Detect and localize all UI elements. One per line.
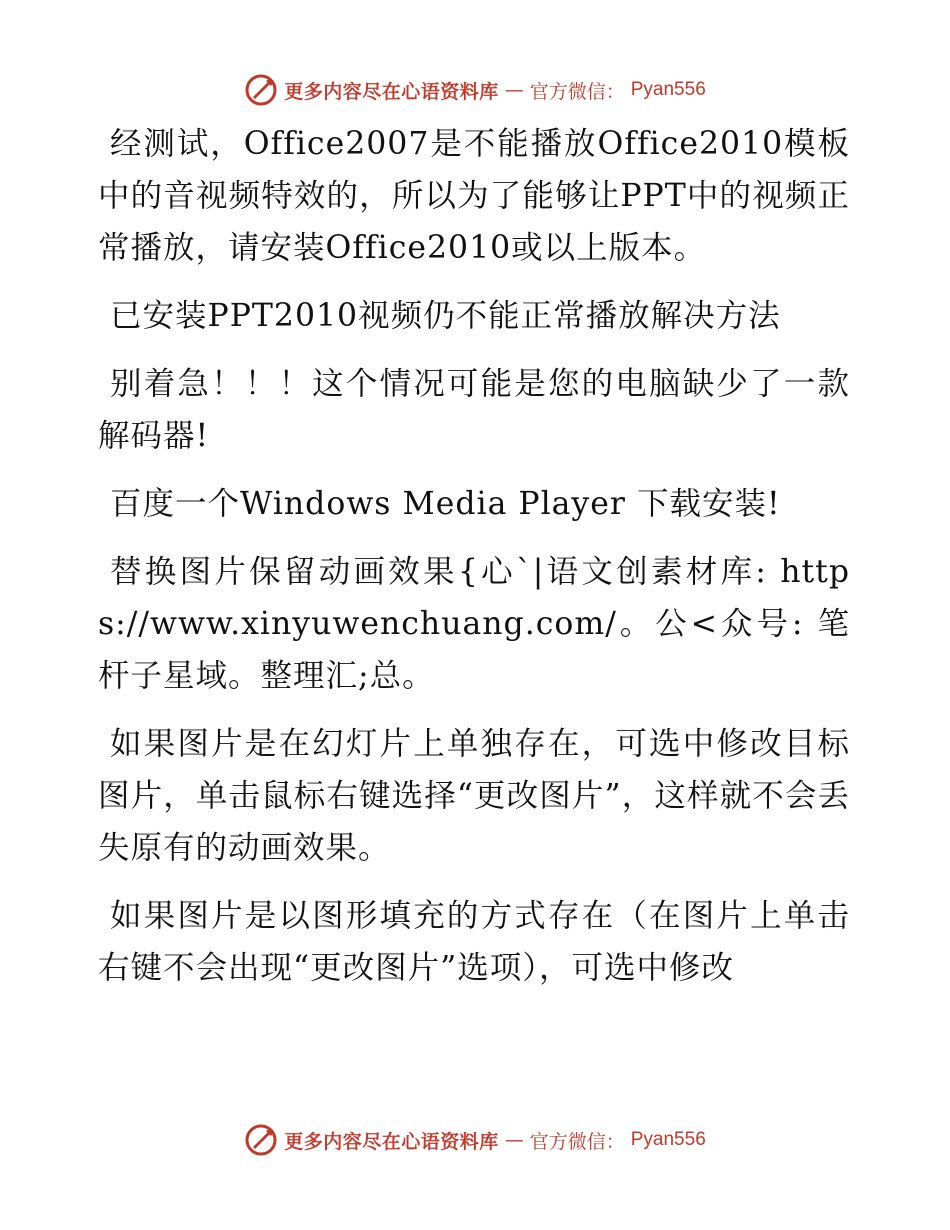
footer-wechat-label: 官方微信： <box>529 1130 625 1153</box>
header-banner-text: 更多内容尽在心语资料库 <box>284 80 499 103</box>
document-body <box>98 118 850 1010</box>
footer-banner-text: 更多内容尽在心语资料库 <box>284 1130 499 1153</box>
paragraph-standalone-image: 如果图片是在幻灯片上单独存在，可选中修改目标图片，单击鼠标右键选择“更改图片”，这样就不会丢失原有的动画效果。 <box>98 726 850 866</box>
paragraph-decoder: 别着急！！！这个情况可能是您的电脑缺少了一款解码器! <box>98 366 850 454</box>
header-wechat-label: 官方微信： <box>529 80 625 103</box>
paragraph-office-compat: 经测试，Office2007是不能播放Office2010模板中的音视频特效的，所以为了能够让PPT中的视频正常播放，请安装Office2010或以上版本。 <box>98 126 850 266</box>
footer-wechat-id: Pyan556 <box>630 1129 706 1150</box>
header-banner-dash: — <box>504 79 524 101</box>
header-banner <box>0 70 950 110</box>
paragraph-fix-heading: 已安装PPT2010视频仍不能正常播放解决方法 <box>110 298 781 334</box>
paragraph-wmp: 百度一个Windows Media Player 下载安装! <box>110 486 781 522</box>
footer-banner <box>0 1120 950 1160</box>
footer-banner-inner <box>244 1123 706 1157</box>
paragraph-fill-image: 如果图片是以图形填充的方式存在（在图片上单击右键不会出现“更改图片”选项），可选中修改 <box>98 898 850 986</box>
paragraph-replace-image: 替换图片保留动画效果{心`|语文创素材库: https://www.xinyuwenchuang.com/。公<众号: 笔杆子星域。整理汇;总。 <box>98 554 850 694</box>
footer-banner-dash: — <box>504 1129 524 1151</box>
header-banner-inner <box>244 73 706 107</box>
header-wechat-id: Pyan556 <box>630 79 706 100</box>
quill-seal-icon <box>244 1123 278 1157</box>
quill-seal-icon <box>244 73 278 107</box>
